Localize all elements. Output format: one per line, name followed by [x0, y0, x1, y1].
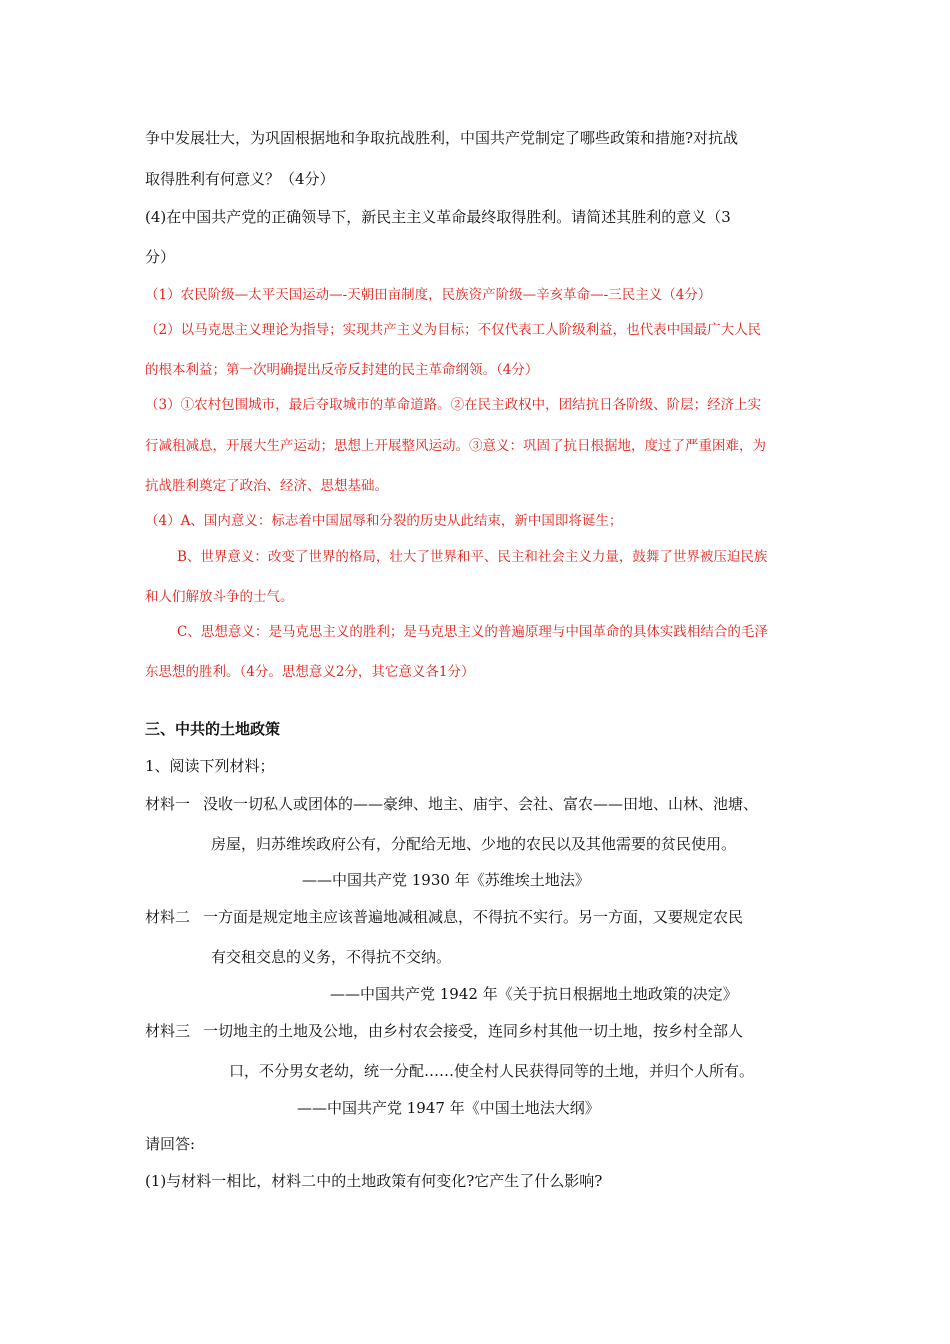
- material-1-label: 材料一: [145, 795, 191, 813]
- material-2-line-2: 有交租交息的义务，不得抗不交纳。: [211, 948, 452, 966]
- material-3-line-1: 一切地主的土地及公地，由乡村农会接受，连同乡村其他一切土地，按乡村全部人: [203, 1022, 744, 1040]
- answer-4-line-5: 东思想的胜利。（4分。思想意义2分，其它意义各1分）: [145, 664, 475, 680]
- question-4-line-1: (4)在中国共产党的正确领导下，新民主主义革命最终取得胜利。请简述其胜利的意义（3: [145, 208, 731, 226]
- question-3-line-1: 争中发展壮大，为巩固根据地和争取抗战胜利，中国共产党制定了哪些政策和措施?对抗战: [145, 129, 739, 147]
- material-1-source: ——中国共产党 1930 年《苏维埃土地法》: [302, 871, 590, 889]
- answer-3-line-2: 行减租减息，开展大生产运动；思想上开展整风运动。③意义：巩固了抗日根据地，度过了严重困难，为: [145, 438, 766, 454]
- answer-2-line-1: （2）以马克思主义理论为指导；实现共产主义为目标；不仅代表工人阶级利益，也代表中国最广大人民: [145, 322, 762, 338]
- please-answer: 请回答:: [145, 1135, 196, 1153]
- material-2-label: 材料二: [145, 908, 191, 926]
- answer-4-line-2: B、世界意义：改变了世界的格局，壮大了世界和平、民主和社会主义力量，鼓舞了世界被压迫民族: [177, 549, 768, 565]
- material-3-label: 材料三: [145, 1022, 191, 1040]
- answer-1: （1）农民阶级—太平天国运动—-天朝田亩制度，民族资产阶级—辛亥革命—-三民主义（4分）: [145, 287, 712, 303]
- material-1-line-2: 房屋，归苏维埃政府公有，分配给无地、少地的农民以及其他需要的贫民使用。: [211, 835, 737, 853]
- sub-question-1: (1)与材料一相比，材料二中的土地政策有何变化?它产生了什么影响?: [145, 1172, 603, 1190]
- answer-3-line-1: （3）①农村包围城市，最后夺取城市的革命道路。②在民主政权中，团结抗日各阶级、阶层；经济上实: [145, 397, 762, 413]
- answer-2-line-2: 的根本利益；第一次明确提出反帝反封建的民主革命纲领。（4分）: [145, 362, 539, 378]
- section-heading: 三、中共的土地政策: [145, 720, 281, 738]
- material-3-line-2: 口，不分男女老幼，统一分配……使全村人民获得同等的土地，并归个人所有。: [229, 1062, 755, 1080]
- answer-4-line-1: （4）A、国内意义：标志着中国屈辱和分裂的历史从此结束，新中国即将诞生；: [145, 513, 623, 529]
- answer-4-line-3: 和人们解放斗争的士气。: [145, 589, 294, 605]
- material-2-line-1: 一方面是规定地主应该普遍地减租减息，不得抗不实行。另一方面，又要规定农民: [203, 908, 744, 926]
- question-4-line-2: 分）: [145, 248, 176, 266]
- section-intro: 1、阅读下列材料；: [145, 757, 275, 775]
- material-2-source: ——中国共产党 1942 年《关于抗日根据地土地政策的决定》: [330, 985, 738, 1003]
- question-3-line-2: 取得胜利有何意义？（4分）: [145, 170, 335, 188]
- answer-3-line-3: 抗战胜利奠定了政治、经济、思想基础。: [145, 478, 388, 494]
- material-1-line-1: 没收一切私人或团体的——豪绅、地主、庙宇、会社、富农——田地、山林、池塘、: [203, 795, 759, 813]
- answer-4-line-4: C、思想意义：是马克思主义的胜利；是马克思主义的普遍原理与中国革命的具体实践相结合的毛泽: [177, 624, 768, 640]
- material-3-source: ——中国共产党 1947 年《中国土地法大纲》: [297, 1099, 600, 1117]
